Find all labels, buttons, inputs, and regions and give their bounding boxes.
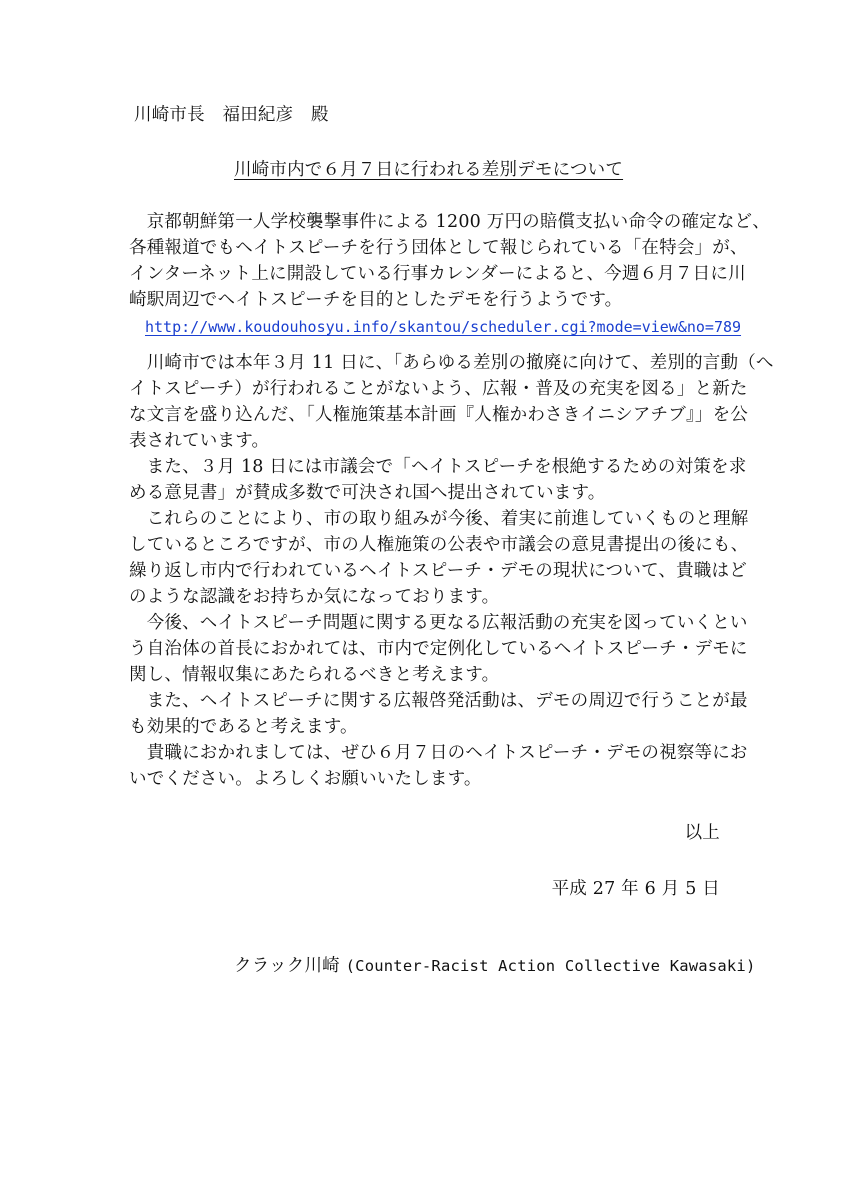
body-line: 川崎市では本年３月 11 日に、「あらゆる差別の撤廃に向けて、差別的言動（へ <box>129 353 774 373</box>
body-line: も効果的であると考えます。 <box>129 717 358 737</box>
body-line: 関し、情報収集にあたられるべきと考えます。 <box>129 665 500 685</box>
body-line: 京都朝鮮第一人学校襲撃事件による 1200 万円の賠償支払い命令の確定など、 <box>129 212 770 232</box>
body-line: これらのことにより、市の取り組みが今後、着実に前進していくものと理解 <box>129 509 749 529</box>
body-line: また、ヘイトスピーチに関する広報啓発活動は、デモの周辺で行うことが最 <box>129 691 748 711</box>
body-line: いでください。よろしくお願いいたします。 <box>129 769 482 789</box>
body-line: 今後、ヘイトスピーチ問題に関する更なる広報活動の充実を図っていくとい <box>129 613 748 633</box>
body-line: める意見書」が賛成多数で可決され国へ提出されています。 <box>129 483 606 503</box>
closing-word: 以上 <box>684 823 720 843</box>
signature-english-name: (Counter-Racist Action Collective Kawasaki) <box>345 957 756 975</box>
body-line: インターネット上に開設している行事カレンダーによると、今週６月７日に川 <box>129 264 746 284</box>
body-line: 表されています。 <box>129 431 270 451</box>
reference-link[interactable]: http://www.koudouhosyu.info/skantou/scheduler.cgi?mode=view&no=789 <box>145 318 742 336</box>
body-line: イトスピーチ）が行われることがないよう、広報・普及の充実を図る」と新た <box>129 379 748 399</box>
body-line: また、３月 18 日には市議会で「ヘイトスピーチを根絶するための対策を求 <box>129 457 747 477</box>
letter-date: 平成 27 年 6 月 5 日 <box>551 879 720 899</box>
body-line: 各種報道でもヘイトスピーチを行う団体として報じられている「在特会」が、 <box>129 238 748 258</box>
body-line: 崎駅周辺でヘイトスピーチを目的としたデモを行うようです。 <box>129 290 623 310</box>
body-line: しているところですが、市の人権施策の公表や市議会の意見書提出の後にも、 <box>129 535 749 555</box>
addressee: 川崎市長 福田紀彦 殿 <box>134 105 329 125</box>
letter-title: 川崎市内で６月７日に行われる差別デモについて <box>234 160 624 180</box>
body-line: 繰り返し市内で行われているヘイトスピーチ・デモの現状について、貴職はど <box>129 561 747 581</box>
body-line: のような認識をお持ちか気になっております。 <box>129 587 500 607</box>
body-line: う自治体の首長におかれては、市内で定例化しているヘイトスピーチ・デモに <box>129 639 748 659</box>
signature <box>234 955 756 977</box>
signature-organization: クラック川崎 <box>234 956 346 976</box>
body-line: な文言を盛り込んだ、「人権施策基本計画『人権かわさきイニシアチブ』」を公 <box>129 405 748 425</box>
body-line: 貴職におかれましては、ぜひ６月７日のヘイトスピーチ・デモの視察等にお <box>129 743 748 763</box>
